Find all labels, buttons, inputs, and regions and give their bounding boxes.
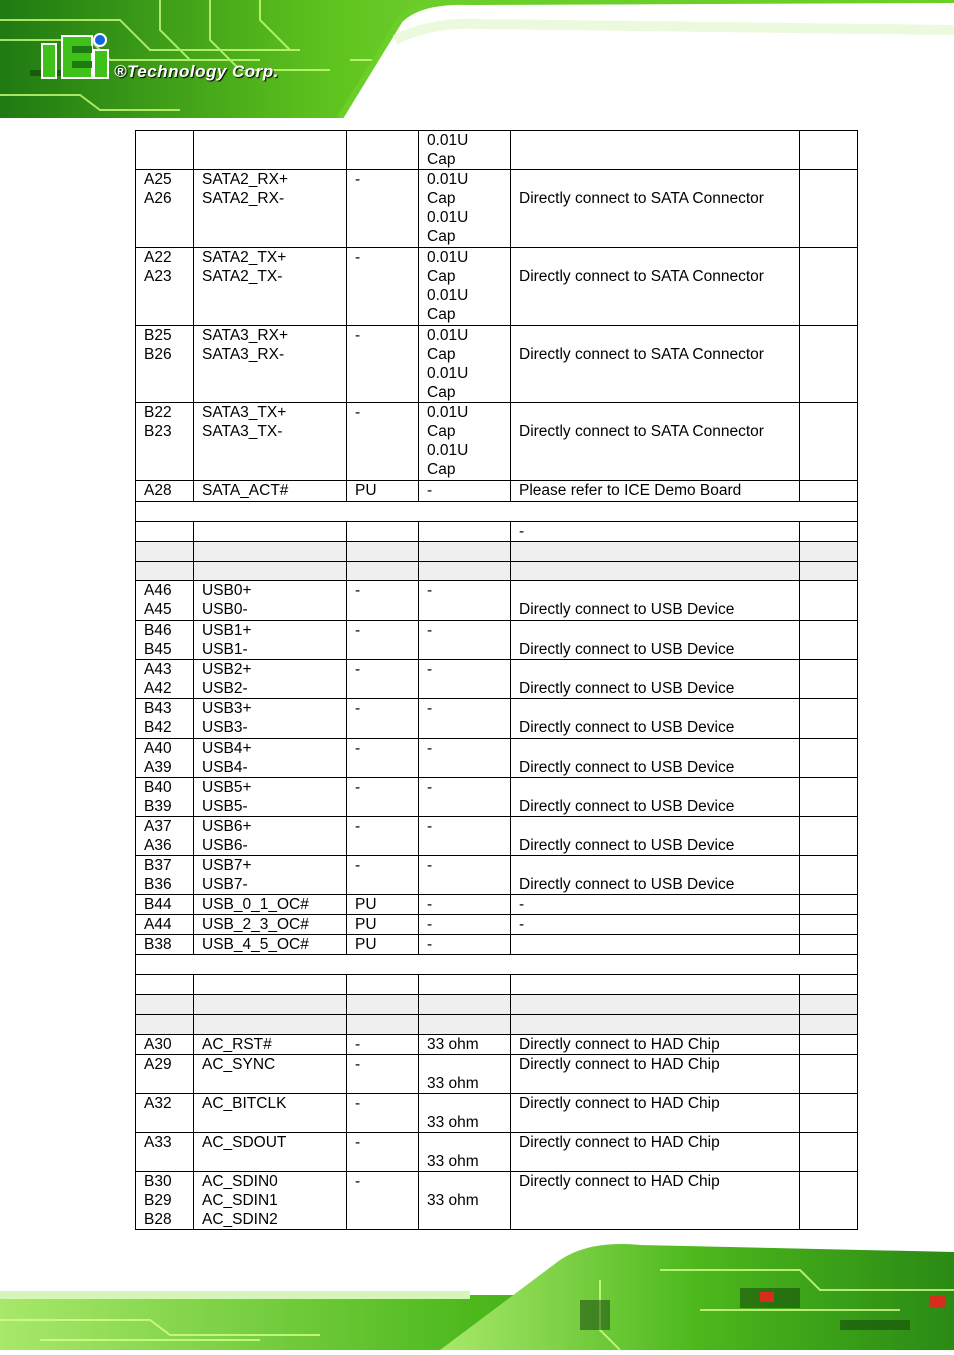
pull-cell: -	[347, 1035, 419, 1055]
description-cell: Directly connect to USB Device	[511, 817, 800, 856]
component-cell: -	[419, 778, 511, 817]
signal-name-cell: USB1+ USB1-	[194, 621, 347, 660]
pin-cell	[136, 131, 194, 170]
signal-name-cell: AC_SDOUT	[194, 1133, 347, 1172]
table-row	[136, 739, 858, 778]
pin-cell	[136, 975, 194, 995]
table-row	[136, 131, 858, 170]
pin-cell	[136, 995, 194, 1015]
signal-name-cell: SATA2_TX+ SATA2_TX-	[194, 248, 347, 326]
description-cell: Directly connect to USB Device	[511, 660, 800, 699]
pull-cell: -	[347, 621, 419, 660]
pull-cell: PU	[347, 481, 419, 502]
component-cell: -	[419, 699, 511, 739]
notes-cell	[800, 131, 858, 170]
notes-cell	[800, 739, 858, 778]
description-cell: Directly connect to SATA Connector	[511, 403, 800, 481]
signal-name-cell: SATA3_RX+ SATA3_RX-	[194, 326, 347, 403]
notes-cell	[800, 522, 858, 542]
pin-cell: A25 A26	[136, 170, 194, 248]
component-cell: -	[419, 935, 511, 955]
component-cell	[419, 975, 511, 995]
pin-cell: B22 B23	[136, 403, 194, 481]
signal-name-cell: USB4+ USB4-	[194, 739, 347, 778]
company-name: ®Technology Corp.	[114, 62, 279, 81]
pin-cell: A46 A45	[136, 581, 194, 621]
table-row	[136, 895, 858, 915]
pull-cell: -	[347, 699, 419, 739]
description-cell: Directly connect to HAD Chip	[511, 1094, 800, 1133]
table-row	[136, 699, 858, 739]
pin-cell: A37 A36	[136, 817, 194, 856]
notes-cell	[800, 660, 858, 699]
pull-cell: -	[347, 660, 419, 699]
notes-cell	[800, 1035, 858, 1055]
pull-cell: -	[347, 739, 419, 778]
table-row	[136, 856, 858, 895]
pull-cell: -	[347, 1133, 419, 1172]
component-cell	[419, 542, 511, 562]
signal-name-cell: USB_2_3_OC#	[194, 915, 347, 935]
pull-cell: PU	[347, 915, 419, 935]
pin-cell	[136, 562, 194, 581]
pull-cell	[347, 562, 419, 581]
description-cell: Directly connect to HAD Chip	[511, 1055, 800, 1094]
description-cell	[511, 542, 800, 562]
signal-name-cell	[194, 522, 347, 542]
component-cell: -	[419, 895, 511, 915]
signal-name-cell: SATA3_TX+ SATA3_TX-	[194, 403, 347, 481]
table-row	[136, 975, 858, 995]
description-cell: Directly connect to USB Device	[511, 699, 800, 739]
pin-cell: A22 A23	[136, 248, 194, 326]
pin-cell: A33	[136, 1133, 194, 1172]
description-cell: Directly connect to HAD Chip	[511, 1133, 800, 1172]
signal-name-cell: USB3+ USB3-	[194, 699, 347, 739]
notes-cell	[800, 1133, 858, 1172]
pull-cell	[347, 522, 419, 542]
pin-cell: B37 B36	[136, 856, 194, 895]
description-cell: Directly connect to USB Device	[511, 778, 800, 817]
circuit-board-header-graphic	[0, 0, 954, 118]
description-cell	[511, 975, 800, 995]
pull-cell	[347, 542, 419, 562]
page-header-banner	[0, 0, 954, 118]
component-cell: -	[419, 739, 511, 778]
table-row	[136, 935, 858, 955]
pin-cell: B44	[136, 895, 194, 915]
pin-definition-table	[135, 130, 858, 1230]
table-body	[136, 131, 858, 1230]
table-row	[136, 1055, 858, 1094]
signal-name-cell	[194, 562, 347, 581]
notes-cell	[800, 1015, 858, 1035]
signal-name-cell	[194, 975, 347, 995]
table-row	[136, 542, 858, 562]
pin-cell: A32	[136, 1094, 194, 1133]
signal-name-cell: USB6+ USB6-	[194, 817, 347, 856]
component-cell: -	[419, 817, 511, 856]
pull-cell: -	[347, 856, 419, 895]
signal-name-cell: USB2+ USB2-	[194, 660, 347, 699]
component-cell: -	[419, 660, 511, 699]
component-cell: 33 ohm	[419, 1133, 511, 1172]
table-row	[136, 581, 858, 621]
description-cell: -	[511, 895, 800, 915]
description-cell: Directly connect to USB Device	[511, 739, 800, 778]
pull-cell: PU	[347, 895, 419, 915]
component-cell	[419, 995, 511, 1015]
signal-name-cell: USB5+ USB5-	[194, 778, 347, 817]
table-row	[136, 562, 858, 581]
pin-cell: A28	[136, 481, 194, 502]
pin-cell: B25 B26	[136, 326, 194, 403]
component-cell: 33 ohm	[419, 1172, 511, 1230]
component-cell: 0.01U Cap 0.01U Cap	[419, 170, 511, 248]
table-row	[136, 170, 858, 248]
table-row	[136, 1094, 858, 1133]
description-cell: Directly connect to USB Device	[511, 621, 800, 660]
notes-cell	[800, 935, 858, 955]
component-cell: -	[419, 581, 511, 621]
description-cell: Please refer to ICE Demo Board	[511, 481, 800, 502]
signal-name-cell: AC_BITCLK	[194, 1094, 347, 1133]
component-cell: -	[419, 915, 511, 935]
notes-cell	[800, 975, 858, 995]
notes-cell	[800, 895, 858, 915]
pin-cell	[136, 522, 194, 542]
description-cell: Directly connect to SATA Connector	[511, 248, 800, 326]
table-row	[136, 522, 858, 542]
notes-cell	[800, 817, 858, 856]
notes-cell	[800, 699, 858, 739]
pull-cell	[347, 995, 419, 1015]
pull-cell	[347, 1015, 419, 1035]
notes-cell	[800, 481, 858, 502]
table-row	[136, 621, 858, 660]
component-cell: 0.01U Cap 0.01U Cap	[419, 248, 511, 326]
notes-cell	[800, 915, 858, 935]
notes-cell	[800, 403, 858, 481]
pin-cell: A43 A42	[136, 660, 194, 699]
signal-name-cell	[194, 1015, 347, 1035]
signal-name-cell: AC_RST#	[194, 1035, 347, 1055]
pull-cell: -	[347, 403, 419, 481]
table-gap-row	[136, 502, 858, 522]
notes-cell	[800, 562, 858, 581]
pull-cell: -	[347, 817, 419, 856]
notes-cell	[800, 170, 858, 248]
signal-name-cell: AC_SYNC	[194, 1055, 347, 1094]
pull-cell: -	[347, 1094, 419, 1133]
table-row	[136, 248, 858, 326]
description-cell: -	[511, 915, 800, 935]
component-cell: 33 ohm	[419, 1055, 511, 1094]
component-cell: 0.01U Cap 0.01U Cap	[419, 403, 511, 481]
component-cell: -	[419, 856, 511, 895]
description-cell	[511, 995, 800, 1015]
signal-name-cell: SATA_ACT#	[194, 481, 347, 502]
notes-cell	[800, 1094, 858, 1133]
signal-name-cell	[194, 542, 347, 562]
page-footer-banner	[0, 1240, 954, 1350]
notes-cell	[800, 621, 858, 660]
description-cell	[511, 1015, 800, 1035]
component-cell: 0.01U Cap	[419, 131, 511, 170]
description-cell: Directly connect to HAD Chip	[511, 1172, 800, 1230]
circuit-board-footer-graphic	[0, 1240, 954, 1350]
table-gap-row	[136, 955, 858, 975]
description-cell	[511, 131, 800, 170]
signal-name-cell: USB7+ USB7-	[194, 856, 347, 895]
description-cell	[511, 935, 800, 955]
component-cell: 33 ohm	[419, 1094, 511, 1133]
component-cell	[419, 1015, 511, 1035]
description-cell: Directly connect to SATA Connector	[511, 326, 800, 403]
description-cell: Directly connect to SATA Connector	[511, 170, 800, 248]
pull-cell: PU	[347, 935, 419, 955]
pin-cell: B38	[136, 935, 194, 955]
table-row	[136, 1015, 858, 1035]
signal-name-cell: USB_0_1_OC#	[194, 895, 347, 915]
pin-cell: B40 B39	[136, 778, 194, 817]
notes-cell	[800, 778, 858, 817]
component-cell	[419, 562, 511, 581]
notes-cell	[800, 248, 858, 326]
table-gap-cell	[136, 955, 858, 975]
table-gap-cell	[136, 502, 858, 522]
notes-cell	[800, 1172, 858, 1230]
pin-cell: A44	[136, 915, 194, 935]
signal-name-cell: USB0+ USB0-	[194, 581, 347, 621]
pin-cell: A30	[136, 1035, 194, 1055]
description-cell: Directly connect to USB Device	[511, 856, 800, 895]
description-cell: -	[511, 522, 800, 542]
pin-cell	[136, 1015, 194, 1035]
description-cell: Directly connect to HAD Chip	[511, 1035, 800, 1055]
notes-cell	[800, 581, 858, 621]
table-row	[136, 817, 858, 856]
component-cell: -	[419, 621, 511, 660]
table-row	[136, 660, 858, 699]
component-cell: -	[419, 481, 511, 502]
component-cell: 0.01U Cap 0.01U Cap	[419, 326, 511, 403]
signal-name-cell: AC_SDIN0 AC_SDIN1 AC_SDIN2	[194, 1172, 347, 1230]
pin-cell: A29	[136, 1055, 194, 1094]
signal-name-cell: USB_4_5_OC#	[194, 935, 347, 955]
pull-cell: -	[347, 248, 419, 326]
pull-cell: -	[347, 1172, 419, 1230]
description-cell	[511, 562, 800, 581]
table-row	[136, 915, 858, 935]
component-cell	[419, 522, 511, 542]
pin-cell: B46 B45	[136, 621, 194, 660]
pin-cell: B43 B42	[136, 699, 194, 739]
pin-cell: B30 B29 B28	[136, 1172, 194, 1230]
pull-cell: -	[347, 778, 419, 817]
notes-cell	[800, 326, 858, 403]
table-row	[136, 403, 858, 481]
notes-cell	[800, 542, 858, 562]
signal-name-cell	[194, 131, 347, 170]
signal-name-cell: SATA2_RX+ SATA2_RX-	[194, 170, 347, 248]
table-row	[136, 1035, 858, 1055]
pin-cell	[136, 542, 194, 562]
pull-cell: -	[347, 170, 419, 248]
pull-cell	[347, 975, 419, 995]
table-row	[136, 326, 858, 403]
notes-cell	[800, 995, 858, 1015]
notes-cell	[800, 856, 858, 895]
notes-cell	[800, 1055, 858, 1094]
table-row	[136, 995, 858, 1015]
pull-cell	[347, 131, 419, 170]
pull-cell: -	[347, 1055, 419, 1094]
pin-cell: A40 A39	[136, 739, 194, 778]
table-row	[136, 481, 858, 502]
signal-name-cell	[194, 995, 347, 1015]
table-row	[136, 1133, 858, 1172]
pull-cell: -	[347, 326, 419, 403]
description-cell: Directly connect to USB Device	[511, 581, 800, 621]
pull-cell: -	[347, 581, 419, 621]
table-row	[136, 1172, 858, 1230]
table-row	[136, 778, 858, 817]
component-cell: 33 ohm	[419, 1035, 511, 1055]
